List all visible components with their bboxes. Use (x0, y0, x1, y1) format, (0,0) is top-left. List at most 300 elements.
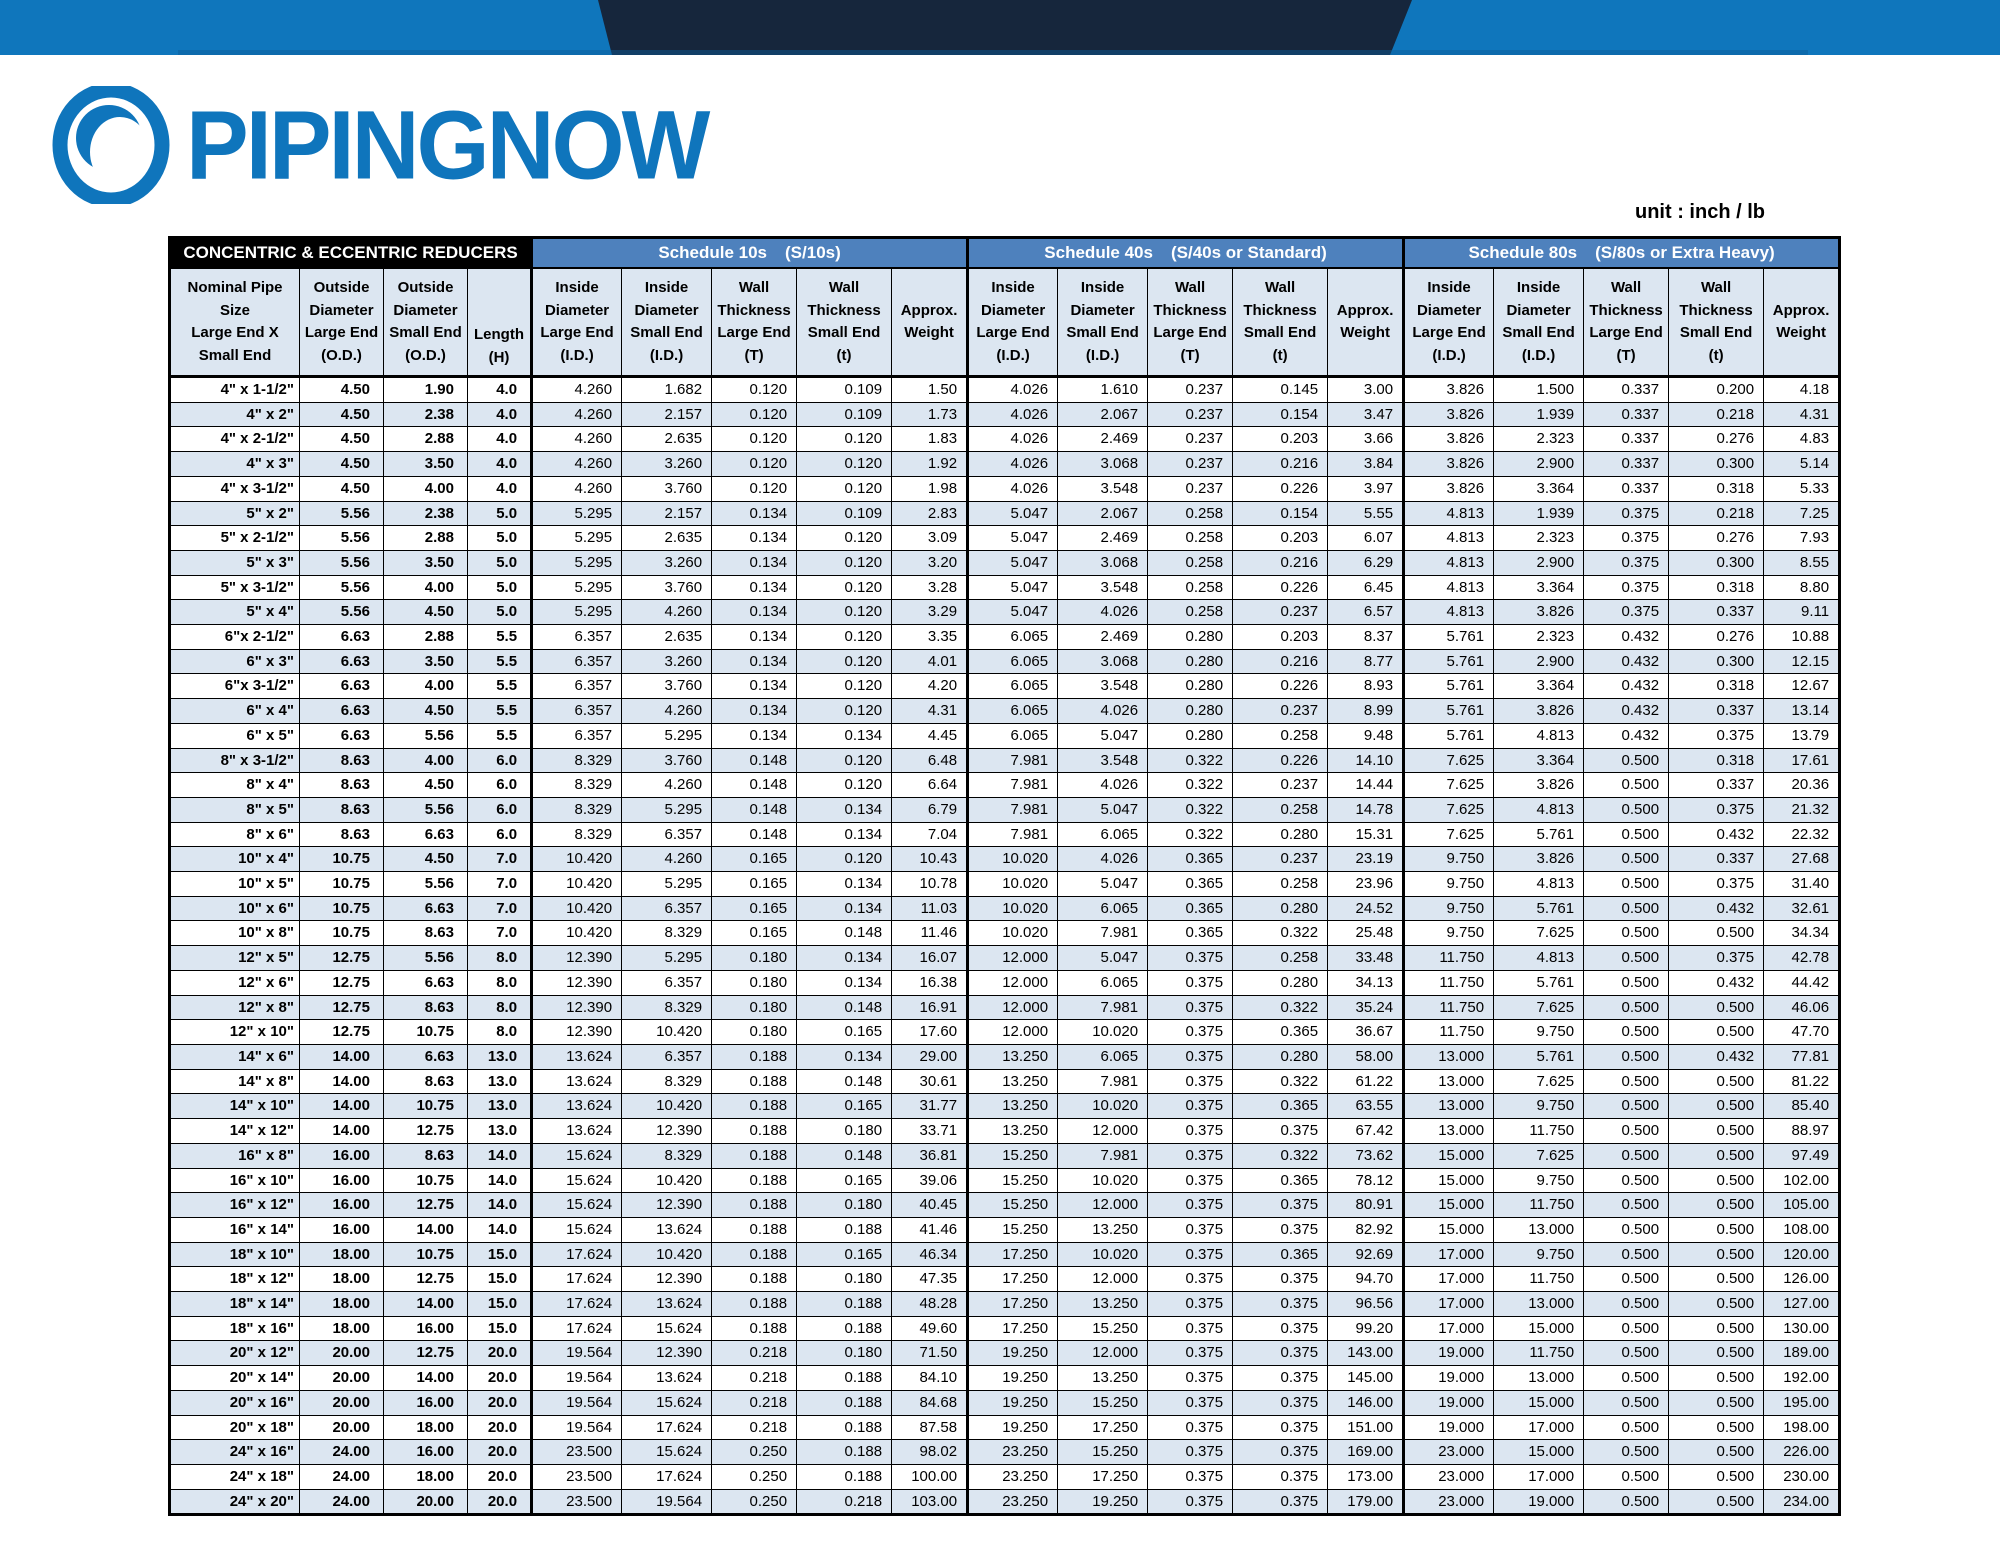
table-cell: 33.48 (1328, 946, 1404, 971)
size-cell: 24" x 18" (170, 1464, 300, 1489)
table-cell: 6.357 (532, 674, 622, 699)
table-cell: 6.357 (532, 649, 622, 674)
table-cell: 13.000 (1404, 1044, 1494, 1069)
table-cell: 7.981 (1058, 921, 1148, 946)
table-cell: 71.50 (892, 1341, 968, 1366)
table-cell: 13.000 (1404, 1119, 1494, 1144)
table-cell: 2.88 (384, 427, 468, 452)
table-cell: 77.81 (1764, 1044, 1840, 1069)
table-cell: 0.500 (1584, 822, 1669, 847)
table-cell: 13.000 (1494, 1217, 1584, 1242)
table-cell: 0.375 (1233, 1489, 1328, 1515)
table-cell: 8.63 (384, 921, 468, 946)
table-cell: 15.624 (532, 1143, 622, 1168)
table-cell: 3.50 (384, 649, 468, 674)
table-cell: 4.813 (1494, 946, 1584, 971)
table-cell: 0.375 (1233, 1464, 1328, 1489)
table-cell: 9.750 (1494, 1242, 1584, 1267)
table-cell: 0.375 (1148, 946, 1233, 971)
table-cell: 5.761 (1494, 970, 1584, 995)
table-cell: 0.237 (1148, 476, 1233, 501)
table-cell: 0.375 (1669, 946, 1764, 971)
table-cell: 0.280 (1148, 674, 1233, 699)
table-cell: 3.47 (1328, 402, 1404, 427)
table-cell: 3.826 (1494, 847, 1584, 872)
table-cell: 0.375 (1148, 970, 1233, 995)
table-cell: 12.390 (622, 1341, 712, 1366)
table-cell: 0.500 (1669, 995, 1764, 1020)
table-cell: 2.067 (1058, 501, 1148, 526)
table-row (170, 427, 1840, 452)
group-header-schedule-10s (532, 238, 968, 269)
table-cell: 120.00 (1764, 1242, 1840, 1267)
table-cell: 11.46 (892, 921, 968, 946)
table-cell: 0.365 (1148, 921, 1233, 946)
table-cell: 0.500 (1584, 1168, 1669, 1193)
table-cell: 0.180 (712, 970, 797, 995)
size-cell: 12" x 5" (170, 946, 300, 971)
table-cell: 6.63 (300, 625, 384, 650)
table-cell: 7.93 (1764, 526, 1840, 551)
table-cell: 0.258 (1233, 723, 1328, 748)
table-cell: 15.624 (622, 1440, 712, 1465)
table-cell: 14.00 (384, 1217, 468, 1242)
table-cell: 13.624 (622, 1292, 712, 1317)
table-cell: 5.295 (532, 501, 622, 526)
table-cell: 0.500 (1584, 1069, 1669, 1094)
table-cell: 6.065 (1058, 1044, 1148, 1069)
table-cell: 0.365 (1233, 1168, 1328, 1193)
table-cell: 10.78 (892, 872, 968, 897)
table-cell: 17.000 (1494, 1464, 1584, 1489)
table-cell: 0.120 (797, 600, 892, 625)
table-row (170, 1143, 1840, 1168)
table-row (170, 896, 1840, 921)
table-cell: 0.375 (1148, 995, 1233, 1020)
table-cell: 0.280 (1233, 970, 1328, 995)
table-cell: 173.00 (1328, 1464, 1404, 1489)
table-cell: 0.500 (1669, 1242, 1764, 1267)
table-cell: 0.276 (1669, 526, 1764, 551)
table-cell: 0.237 (1233, 773, 1328, 798)
table-cell: 6.357 (532, 699, 622, 724)
table-cell: 145.00 (1328, 1366, 1404, 1391)
table-cell: 5.56 (300, 575, 384, 600)
table-cell: 5.761 (1404, 649, 1494, 674)
table-cell: 0.337 (1584, 427, 1669, 452)
table-cell: 23.000 (1404, 1489, 1494, 1515)
table-cell: 0.375 (1584, 575, 1669, 600)
column-header-cell: Wall Thickness Large End (T) (712, 268, 797, 377)
table-cell: 0.180 (712, 995, 797, 1020)
table-cell: 18.00 (384, 1464, 468, 1489)
table-cell: 27.68 (1764, 847, 1840, 872)
table-cell: 15.250 (1058, 1390, 1148, 1415)
table-cell: 5.33 (1764, 476, 1840, 501)
table-cell: 5.295 (622, 797, 712, 822)
table-cell: 16.00 (300, 1143, 384, 1168)
table-cell: 4.00 (384, 748, 468, 773)
table-cell: 0.200 (1669, 377, 1764, 403)
table-cell: 0.226 (1233, 674, 1328, 699)
table-cell: 5.047 (968, 575, 1058, 600)
table-row (170, 797, 1840, 822)
table-cell: 15.000 (1494, 1390, 1584, 1415)
table-cell: 0.337 (1584, 402, 1669, 427)
table-cell: 0.148 (797, 921, 892, 946)
table-cell: 3.35 (892, 625, 968, 650)
table-cell: 0.375 (1148, 1242, 1233, 1267)
table-cell: 0.322 (1233, 995, 1328, 1020)
table-cell: 12.000 (968, 970, 1058, 995)
table-cell: 0.318 (1669, 748, 1764, 773)
table-cell: 6.0 (468, 822, 532, 847)
table-cell: 0.365 (1233, 1020, 1328, 1045)
table-cell: 5.047 (1058, 946, 1148, 971)
table-cell: 0.432 (1584, 649, 1669, 674)
table-cell: 0.188 (712, 1044, 797, 1069)
column-header-cell: Outside Diameter Small End (O.D.) (384, 268, 468, 377)
table-cell: 8.0 (468, 970, 532, 995)
size-cell: 6" x 3" (170, 649, 300, 674)
table-cell: 15.0 (468, 1316, 532, 1341)
table-cell: 0.165 (797, 1168, 892, 1193)
table-cell: 0.375 (1233, 1415, 1328, 1440)
table-cell: 15.624 (622, 1316, 712, 1341)
table-row (170, 723, 1840, 748)
table-cell: 7.04 (892, 822, 968, 847)
table-cell: 5.0 (468, 550, 532, 575)
table-cell: 4.260 (532, 377, 622, 403)
table-cell: 4.260 (622, 847, 712, 872)
table-cell: 13.14 (1764, 699, 1840, 724)
table-cell: 0.237 (1148, 377, 1233, 403)
table-cell: 15.000 (1404, 1217, 1494, 1242)
size-cell: 5" x 3" (170, 550, 300, 575)
table-cell: 0.276 (1669, 427, 1764, 452)
table-cell: 25.48 (1328, 921, 1404, 946)
table-cell: 0.188 (712, 1168, 797, 1193)
table-cell: 12.000 (1058, 1267, 1148, 1292)
table-cell: 5.761 (1494, 1044, 1584, 1069)
table-cell: 0.134 (712, 600, 797, 625)
table-cell: 195.00 (1764, 1390, 1840, 1415)
table-cell: 169.00 (1328, 1440, 1404, 1465)
table-cell: 8.0 (468, 1020, 532, 1045)
table-cell: 1.73 (892, 402, 968, 427)
table-cell: 0.500 (1584, 1316, 1669, 1341)
column-header-cell: Inside Diameter Large End (I.D.) (968, 268, 1058, 377)
table-cell: 4.813 (1404, 550, 1494, 575)
table-cell: 10.420 (532, 921, 622, 946)
table-cell: 10.020 (968, 921, 1058, 946)
table-cell: 19.000 (1404, 1415, 1494, 1440)
column-header-cell: Inside Diameter Small End (I.D.) (1494, 268, 1584, 377)
table-cell: 10.020 (968, 896, 1058, 921)
table-cell: 5.0 (468, 575, 532, 600)
column-header-cell: Inside Diameter Small End (I.D.) (1058, 268, 1148, 377)
table-cell: 15.000 (1404, 1143, 1494, 1168)
table-cell: 20.00 (300, 1390, 384, 1415)
size-cell: 4" x 1-1/2" (170, 377, 300, 403)
table-cell: 15.000 (1494, 1440, 1584, 1465)
table-cell: 4.026 (968, 377, 1058, 403)
table-cell: 87.58 (892, 1415, 968, 1440)
table-cell: 15.0 (468, 1292, 532, 1317)
table-cell: 5.295 (622, 723, 712, 748)
table-cell: 13.000 (1404, 1069, 1494, 1094)
table-cell: 3.826 (1494, 773, 1584, 798)
table-cell: 0.500 (1669, 1341, 1764, 1366)
size-cell: 20" x 12" (170, 1341, 300, 1366)
table-cell: 5.55 (1328, 501, 1404, 526)
table-cell: 5.295 (622, 946, 712, 971)
table-cell: 6.07 (1328, 526, 1404, 551)
table-cell: 0.203 (1233, 427, 1328, 452)
table-cell: 12.75 (384, 1341, 468, 1366)
table-cell: 18.00 (300, 1316, 384, 1341)
table-cell: 4.260 (532, 427, 622, 452)
table-cell: 19.564 (532, 1415, 622, 1440)
table-cell: 0.226 (1233, 476, 1328, 501)
table-cell: 6.63 (384, 970, 468, 995)
reducers-table (168, 236, 1841, 1516)
table-cell: 4.00 (384, 575, 468, 600)
table-cell: 18.00 (384, 1415, 468, 1440)
table-cell: 0.375 (1233, 1390, 1328, 1415)
table-cell: 4.260 (622, 699, 712, 724)
group-note: (S/10s) (785, 243, 841, 262)
table-cell: 12.390 (532, 995, 622, 1020)
table-cell: 9.750 (1494, 1168, 1584, 1193)
table-cell: 96.56 (1328, 1292, 1404, 1317)
table-cell: 8.63 (384, 1069, 468, 1094)
table-cell: 13.250 (968, 1044, 1058, 1069)
table-cell: 4.50 (300, 377, 384, 403)
table-cell: 2.900 (1494, 452, 1584, 477)
table-cell: 12.75 (384, 1119, 468, 1144)
table-cell: 4.00 (384, 674, 468, 699)
size-cell: 18" x 14" (170, 1292, 300, 1317)
table-cell: 0.188 (712, 1217, 797, 1242)
table-cell: 0.237 (1233, 600, 1328, 625)
table-cell: 5.761 (1404, 674, 1494, 699)
table-cell: 0.203 (1233, 526, 1328, 551)
table-cell: 0.500 (1584, 773, 1669, 798)
table-cell: 11.750 (1494, 1267, 1584, 1292)
table-cell: 14.0 (468, 1193, 532, 1218)
table-cell: 3.29 (892, 600, 968, 625)
size-cell: 10" x 8" (170, 921, 300, 946)
table-cell: 16.38 (892, 970, 968, 995)
table-cell: 0.375 (1669, 797, 1764, 822)
size-cell: 24" x 16" (170, 1440, 300, 1465)
size-cell: 5" x 2-1/2" (170, 526, 300, 551)
table-cell: 6.065 (968, 649, 1058, 674)
table-cell: 17.250 (968, 1316, 1058, 1341)
table-cell: 3.84 (1328, 452, 1404, 477)
table-cell: 0.375 (1233, 1217, 1328, 1242)
table-cell: 4.50 (384, 773, 468, 798)
table-cell: 4.813 (1404, 526, 1494, 551)
table-cell: 35.24 (1328, 995, 1404, 1020)
table-row (170, 1489, 1840, 1515)
table-cell: 0.250 (712, 1440, 797, 1465)
table-cell: 5.56 (384, 723, 468, 748)
table-cell: 6.357 (532, 625, 622, 650)
table-cell: 2.900 (1494, 649, 1584, 674)
size-cell: 8" x 3-1/2" (170, 748, 300, 773)
table-cell: 3.364 (1494, 476, 1584, 501)
table-cell: 31.40 (1764, 872, 1840, 897)
table-cell: 8.329 (532, 773, 622, 798)
table-cell: 7.981 (1058, 1143, 1148, 1168)
table-cell: 13.0 (468, 1069, 532, 1094)
table-cell: 13.250 (1058, 1217, 1148, 1242)
table-cell: 0.180 (797, 1267, 892, 1292)
table-cell: 0.188 (797, 1292, 892, 1317)
table-cell: 97.49 (1764, 1143, 1840, 1168)
table-cell: 13.0 (468, 1094, 532, 1119)
table-cell: 0.188 (712, 1242, 797, 1267)
table-cell: 12.390 (622, 1119, 712, 1144)
table-cell: 17.60 (892, 1020, 968, 1045)
table-cell: 0.165 (712, 847, 797, 872)
table-cell: 16.00 (384, 1390, 468, 1415)
table-cell: 6.48 (892, 748, 968, 773)
size-cell: 8" x 4" (170, 773, 300, 798)
table-cell: 11.750 (1494, 1119, 1584, 1144)
column-header-cell: Nominal Pipe Size Large End X Small End (170, 268, 300, 377)
table-cell: 10.75 (384, 1020, 468, 1045)
table-cell: 19.564 (532, 1390, 622, 1415)
table-cell: 0.375 (1148, 1440, 1233, 1465)
table-cell: 15.31 (1328, 822, 1404, 847)
table-cell: 4.026 (1058, 847, 1148, 872)
table-cell: 0.337 (1669, 699, 1764, 724)
table-cell: 23.500 (532, 1489, 622, 1515)
table-cell: 0.120 (712, 452, 797, 477)
table-cell: 10.020 (1058, 1242, 1148, 1267)
table-cell: 0.375 (1584, 526, 1669, 551)
size-cell: 16" x 14" (170, 1217, 300, 1242)
table-cell: 0.500 (1584, 1094, 1669, 1119)
table-cell: 80.91 (1328, 1193, 1404, 1218)
table-cell: 4.50 (300, 452, 384, 477)
table-cell: 5.5 (468, 723, 532, 748)
table-cell: 0.375 (1233, 1193, 1328, 1218)
table-cell: 0.218 (1669, 402, 1764, 427)
table-cell: 9.750 (1494, 1094, 1584, 1119)
table-cell: 8.63 (300, 773, 384, 798)
table-cell: 10.420 (622, 1242, 712, 1267)
table-cell: 2.469 (1058, 526, 1148, 551)
table-cell: 8.80 (1764, 575, 1840, 600)
table-cell: 5.56 (384, 946, 468, 971)
table-cell: 13.250 (1058, 1366, 1148, 1391)
table-cell: 48.28 (892, 1292, 968, 1317)
column-header-cell: Inside Diameter Large End (I.D.) (1404, 268, 1494, 377)
table-cell: 94.70 (1328, 1267, 1404, 1292)
table-cell: 0.322 (1233, 921, 1328, 946)
table-cell: 0.500 (1584, 1440, 1669, 1465)
table-cell: 3.548 (1058, 748, 1148, 773)
table-cell: 0.280 (1148, 699, 1233, 724)
table-cell: 6.57 (1328, 600, 1404, 625)
size-cell: 4" x 3" (170, 452, 300, 477)
table-cell: 0.120 (797, 625, 892, 650)
table-cell: 0.258 (1148, 600, 1233, 625)
table-cell: 12.000 (968, 995, 1058, 1020)
table-cell: 0.216 (1233, 452, 1328, 477)
table-cell: 0.432 (1584, 674, 1669, 699)
table-cell: 0.375 (1669, 723, 1764, 748)
table-cell: 4.260 (622, 600, 712, 625)
table-cell: 5.761 (1404, 699, 1494, 724)
table-cell: 63.55 (1328, 1094, 1404, 1119)
table-cell: 82.92 (1328, 1217, 1404, 1242)
table-cell: 12.67 (1764, 674, 1840, 699)
table-cell: 0.500 (1669, 1020, 1764, 1045)
table-cell: 0.500 (1584, 1020, 1669, 1045)
table-cell: 7.981 (1058, 995, 1148, 1020)
table-cell: 13.250 (968, 1119, 1058, 1144)
table-cell: 4.026 (968, 476, 1058, 501)
table-cell: 88.97 (1764, 1119, 1840, 1144)
table-cell: 3.364 (1494, 674, 1584, 699)
table-cell: 0.375 (1233, 1267, 1328, 1292)
size-cell: 14" x 12" (170, 1119, 300, 1144)
table-cell: 42.78 (1764, 946, 1840, 971)
table-cell: 4.260 (532, 452, 622, 477)
table-cell: 17.624 (532, 1267, 622, 1292)
table-cell: 0.322 (1233, 1143, 1328, 1168)
table-cell: 0.134 (712, 699, 797, 724)
group-name: Schedule 80s (1468, 243, 1578, 262)
table-cell: 0.375 (1148, 1193, 1233, 1218)
group-note: (S/40s or Standard) (1170, 243, 1327, 262)
table-row (170, 748, 1840, 773)
table-cell: 3.548 (1058, 476, 1148, 501)
table-cell: 0.375 (1148, 1020, 1233, 1045)
table-row (170, 1267, 1840, 1292)
table-cell: 16.00 (384, 1440, 468, 1465)
table-cell: 67.42 (1328, 1119, 1404, 1144)
table-cell: 49.60 (892, 1316, 968, 1341)
table-cell: 13.250 (1058, 1292, 1148, 1317)
table-row (170, 1341, 1840, 1366)
table-cell: 0.120 (712, 476, 797, 501)
table-cell: 20.0 (468, 1366, 532, 1391)
table-cell: 0.375 (1148, 1267, 1233, 1292)
table-cell: 15.624 (532, 1217, 622, 1242)
table-row (170, 1193, 1840, 1218)
table-cell: 1.50 (892, 377, 968, 403)
table-cell: 6.065 (1058, 822, 1148, 847)
table-cell: 108.00 (1764, 1217, 1840, 1242)
table-cell: 3.068 (1058, 452, 1148, 477)
table-cell: 0.500 (1584, 995, 1669, 1020)
table-cell: 11.750 (1404, 1020, 1494, 1045)
table-cell: 0.188 (797, 1366, 892, 1391)
table-cell: 151.00 (1328, 1415, 1404, 1440)
table-cell: 3.826 (1494, 699, 1584, 724)
column-header-row (170, 268, 1840, 377)
table-cell: 23.500 (532, 1464, 622, 1489)
table-cell: 4.01 (892, 649, 968, 674)
table-cell: 0.148 (797, 1143, 892, 1168)
size-cell: 18" x 16" (170, 1316, 300, 1341)
